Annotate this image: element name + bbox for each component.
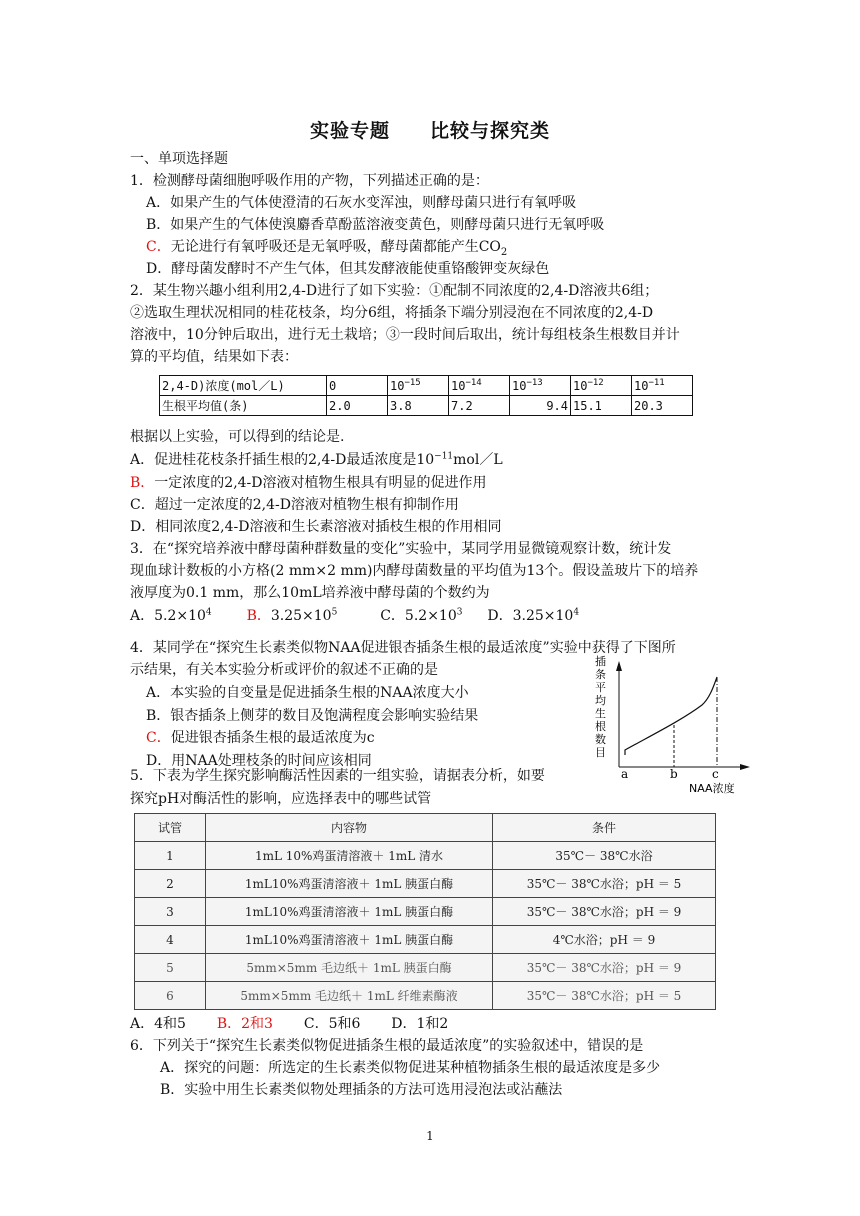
table-header-cell: 条件: [493, 814, 716, 842]
graph-x-arrow: [740, 764, 750, 770]
table-cell: $10^{-15}$: [388, 376, 449, 396]
q2-stem-line2: ②选取生理状况相同的桂花枝条，均分6组，将插条下端分别浸泡在不同浓度的2,4-D: [130, 305, 654, 321]
naa-graph: [592, 655, 752, 800]
title-right: 比较与探究类: [430, 120, 551, 142]
q6-option-b: B．实验中用生长素类似物处理插条的方法可选用浸泡法或沾蘸法: [160, 1082, 563, 1098]
q5-option-b: B．2和3: [216, 1016, 273, 1032]
q2-option-d: D．相同浓度2,4-D溶液和生长素溶液对插枝生根的作用相同: [130, 519, 502, 535]
table-row: 4 1mL10%鸡蛋清溶液＋ 1mL 胰蛋白酶 4℃水浴；pH ＝ 9: [135, 926, 716, 954]
table-header-cell: 2,4-D)浓度(mol／L): [160, 376, 327, 396]
q2-data-table: [159, 375, 693, 416]
q4-option-a: A．本实验的自变量是促进插条生根的NAA浓度大小: [146, 685, 469, 701]
q5-options: [130, 1013, 448, 1035]
table-row: [160, 376, 693, 396]
title-left: 实验专题: [309, 120, 390, 142]
q5-stem-line1: 5．下表为学生探究影响酶活性因素的一组实验，请据表分析，如要: [130, 768, 545, 784]
q1-stem: 1．检测酵母菌细胞呼吸作用的产物，下列描述正确的是：: [130, 173, 489, 189]
graph-tick-a: a: [621, 767, 629, 781]
q2-stem-line3: 溶液中，10分钟后取出，进行无土栽培；③一段时间后取出，统计每组枝条生根数目并计: [130, 327, 680, 343]
q1-option-d: D．酵母菌发酵时不产生气体，但其发酵液能使重铬酸钾变灰绿色: [146, 261, 550, 277]
graph-y-axis-label: 插条平均生根数目: [595, 655, 606, 759]
q2-option-a: A．促进桂花枝条扦插生根的2,4-D最适浓度是$10^{-11}mol/L$: [130, 451, 503, 468]
q4-option-c: C．促进银杏插条生根的最适浓度为c: [146, 730, 375, 746]
q3-option-d: D．$3.25\times 10^4$: [487, 607, 580, 624]
q2-option-b-label: B．: [130, 475, 155, 491]
section-heading: 一、单项选择题: [130, 151, 228, 167]
graph-curve: [625, 677, 717, 755]
table-cell: 3.8: [388, 396, 449, 416]
table-cell: $10^{-14}$: [449, 376, 510, 396]
page-number: 1: [426, 1129, 434, 1143]
q2-stem-line1: 2．某生物兴趣小组利用2,4-D进行了如下实验：①配制不同浓度的2,4-D溶液共6组；: [130, 283, 659, 299]
q5-enzyme-table: [134, 813, 716, 1010]
table-row: 5 5mm×5mm 毛边纸＋ 1mL 胰蛋白酶 35℃－ 38℃水浴；pH ＝ 9: [135, 954, 716, 982]
table-cell: $10^{-11}$: [632, 376, 693, 396]
q4-option-b: B．银杏插条上侧芽的数目及饱满程度会影响实验结果: [146, 708, 479, 724]
table-cell: 7.2: [449, 396, 510, 416]
q2-option-c: C．超过一定浓度的2,4-D溶液对植物生根有抑制作用: [130, 497, 459, 513]
table-row: 3 1mL10%鸡蛋清溶液＋ 1mL 胰蛋白酶 35℃－ 38℃水浴；pH ＝ 9: [135, 898, 716, 926]
table-cell: 20.3: [632, 396, 693, 416]
q2-option-b: B．一定浓度的2,4-D溶液对植物生根具有明显的促进作用: [130, 475, 487, 491]
q1-option-c-label: C．: [146, 239, 171, 255]
table-cell: $10^{-13}$: [510, 376, 571, 396]
q4-stem-line1: 4．某同学在“探究生长素类似物NAA促进银杏插条生根的最适浓度”实验中获得了下图所: [130, 640, 676, 656]
graph-y-arrow: [616, 661, 622, 671]
q3-stem-line2: 现血球计数板的小方格(2 mm×2 mm)内酵母菌数量的平均值为13个。假设盖玻片下的培养: [130, 563, 699, 579]
q3-option-c: C．$5.2\times 10^3$: [380, 607, 463, 624]
table-header-row: [135, 814, 716, 842]
table-row: [160, 396, 693, 416]
q6-option-a: A．探究的问题：所选定的生长素类似物促进某种植物插条生根的最适浓度是多少: [160, 1060, 661, 1076]
q3-options: [130, 605, 579, 627]
graph-tick-b: b: [670, 767, 678, 781]
graph-x-axis-label: NAA浓度: [689, 782, 735, 795]
table-cell: $10^{-12}$: [571, 376, 632, 396]
table-row: 2 1mL10%鸡蛋清溶液＋ 1mL 胰蛋白酶 35℃－ 38℃水浴；pH ＝ 5: [135, 870, 716, 898]
q1-option-c-text: 无论进行有氧呼吸还是无氧呼吸，酵母菌都能产生CO: [170, 239, 501, 255]
q5-option-d: D．1和2: [391, 1016, 449, 1032]
q2-stem-line4: 算的平均值，结果如下表：: [130, 349, 298, 365]
table-header-cell: 试管: [135, 814, 206, 842]
q4-option-d: D．用NAA处理枝条的时间应该相同: [146, 753, 372, 769]
q6-stem: 6．下列关于“探究生长素类似物促进插条生根的最适浓度”的实验叙述中，错误的是: [130, 1038, 644, 1054]
q5-stem-line2: 探究pH对酶活性的影响，应选择表中的哪些试管: [130, 791, 432, 807]
q4-stem-line2: 示结果，有关本实验分析或评价的叙述不正确的是: [130, 662, 438, 678]
q1-option-b: B．如果产生的气体使溴麝香草酚蓝溶液变黄色，则酵母菌只进行无氧呼吸: [146, 217, 605, 233]
page-title: [0, 116, 860, 143]
q3-stem-line1: 3．在“探究培养液中酵母菌种群数量的变化”实验中，某同学用显微镜观察计数，统计发: [130, 541, 672, 557]
table-row: 1 1mL 10%鸡蛋清溶液＋ 1mL 清水 35℃－ 38℃水浴: [135, 842, 716, 870]
q1-option-a: A．如果产生的气体使澄清的石灰水变浑浊，则酵母菌只进行有氧呼吸: [146, 195, 577, 211]
q1-option-c: [146, 236, 507, 258]
q5-option-c: C．5和6: [303, 1016, 361, 1032]
q1-option-c-sub: 2: [500, 246, 508, 258]
table-header-cell: 内容物: [206, 814, 493, 842]
table-row: 6 5mm×5mm 毛边纸＋ 1mL 纤维素酶液 35℃－ 38℃水浴；pH ＝ 5: [135, 982, 716, 1010]
graph-tick-c: c: [712, 767, 719, 781]
table-cell: 15.1: [571, 396, 632, 416]
table-header-cell: 生根平均值(条): [160, 396, 327, 416]
q3-option-a: A．$5.2\times 10^4$: [130, 607, 212, 624]
q3-option-b: B．$3.25\times 10^5$: [246, 607, 338, 624]
table-cell: 2.0: [327, 396, 388, 416]
table-cell: 9.4: [510, 396, 571, 416]
q5-option-a: A．4和5: [130, 1016, 186, 1032]
q3-stem-line3: 液厚度为0.1 mm，那么10mL培养液中酵母菌的个数约为: [130, 585, 490, 601]
q2-after-table: 根据以上实验，可以得到的结论是.: [130, 429, 345, 445]
table-cell: 0: [327, 376, 388, 396]
